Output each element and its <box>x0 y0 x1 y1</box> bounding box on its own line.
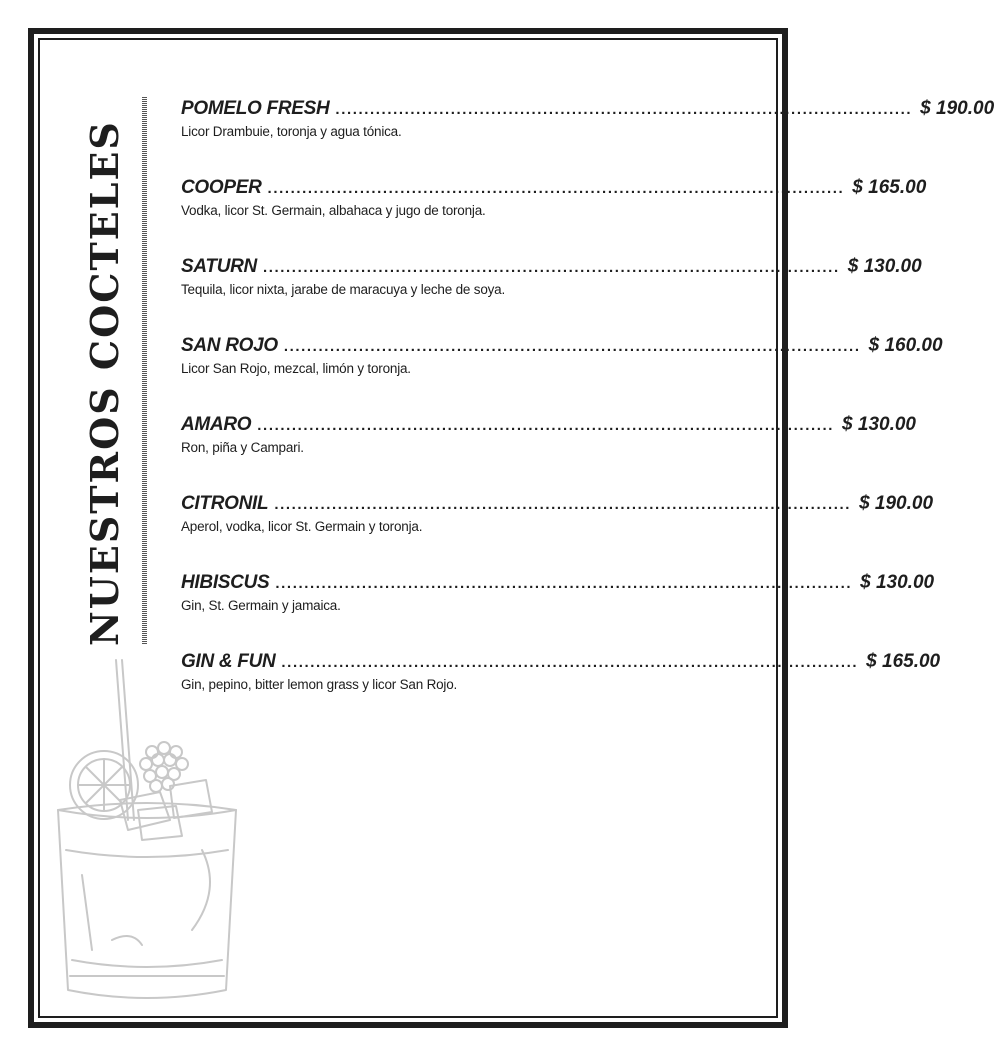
item-description: Tequila, licor nixta, jarabe de maracuya y leche de soya. <box>181 282 506 297</box>
dot-leader: .................................................................................................... <box>275 575 853 592</box>
menu-item <box>181 98 994 177</box>
dot-leader: .................................................................................................... <box>257 417 835 434</box>
menu-item <box>181 335 943 414</box>
item-price: $ 190.00 <box>859 493 934 514</box>
title-divider <box>142 96 147 644</box>
item-name: AMARO <box>181 414 252 435</box>
item-name: SAN ROJO <box>181 335 278 356</box>
item-name: POMELO FRESH <box>181 98 330 119</box>
dot-leader: .................................................................................................... <box>283 338 861 355</box>
item-price: $ 130.00 <box>860 572 935 593</box>
item-price: $ 165.00 <box>852 177 927 198</box>
item-price: $ 130.00 <box>847 256 922 277</box>
menu-item <box>181 572 935 651</box>
item-price: $ 190.00 <box>920 98 994 119</box>
dot-leader: .................................................................................................... <box>281 654 859 671</box>
item-description: Gin, St. Germain y jamaica. <box>181 598 341 613</box>
item-price: $ 165.00 <box>866 651 941 672</box>
menu-item <box>181 414 916 493</box>
page-title: NUESTROS COCTELES <box>82 120 127 646</box>
item-name: COOPER <box>181 177 262 198</box>
item-name: SATURN <box>181 256 257 277</box>
dot-leader: .................................................................................................... <box>274 496 852 513</box>
item-description: Aperol, vodka, licor St. Germain y toronja. <box>181 519 423 534</box>
item-price: $ 130.00 <box>842 414 916 435</box>
dot-leader: .................................................................................................... <box>262 259 840 276</box>
item-name: GIN & FUN <box>181 651 276 672</box>
item-description: Licor Drambuie, toronja y agua tónica. <box>181 124 402 139</box>
item-description: Gin, pepino, bitter lemon grass y licor San Rojo. <box>181 677 458 692</box>
menu-item <box>181 256 922 335</box>
item-price: $ 160.00 <box>868 335 943 356</box>
menu-item <box>181 651 941 730</box>
item-description: Vodka, licor St. Germain, albahaca y jugo de toronja. <box>181 203 486 218</box>
item-name: CITRONIL <box>181 493 269 514</box>
item-description: Licor San Rojo, mezcal, limón y toronja. <box>181 361 411 376</box>
item-description: Ron, piña y Campari. <box>181 440 304 455</box>
dot-leader: .................................................................................................... <box>267 180 845 197</box>
menu-item <box>181 177 927 256</box>
item-name: HIBISCUS <box>181 572 270 593</box>
menu-list <box>181 98 994 730</box>
menu-item <box>181 493 934 572</box>
dot-leader: .................................................................................................... <box>335 101 913 118</box>
page-title-container <box>82 96 128 646</box>
